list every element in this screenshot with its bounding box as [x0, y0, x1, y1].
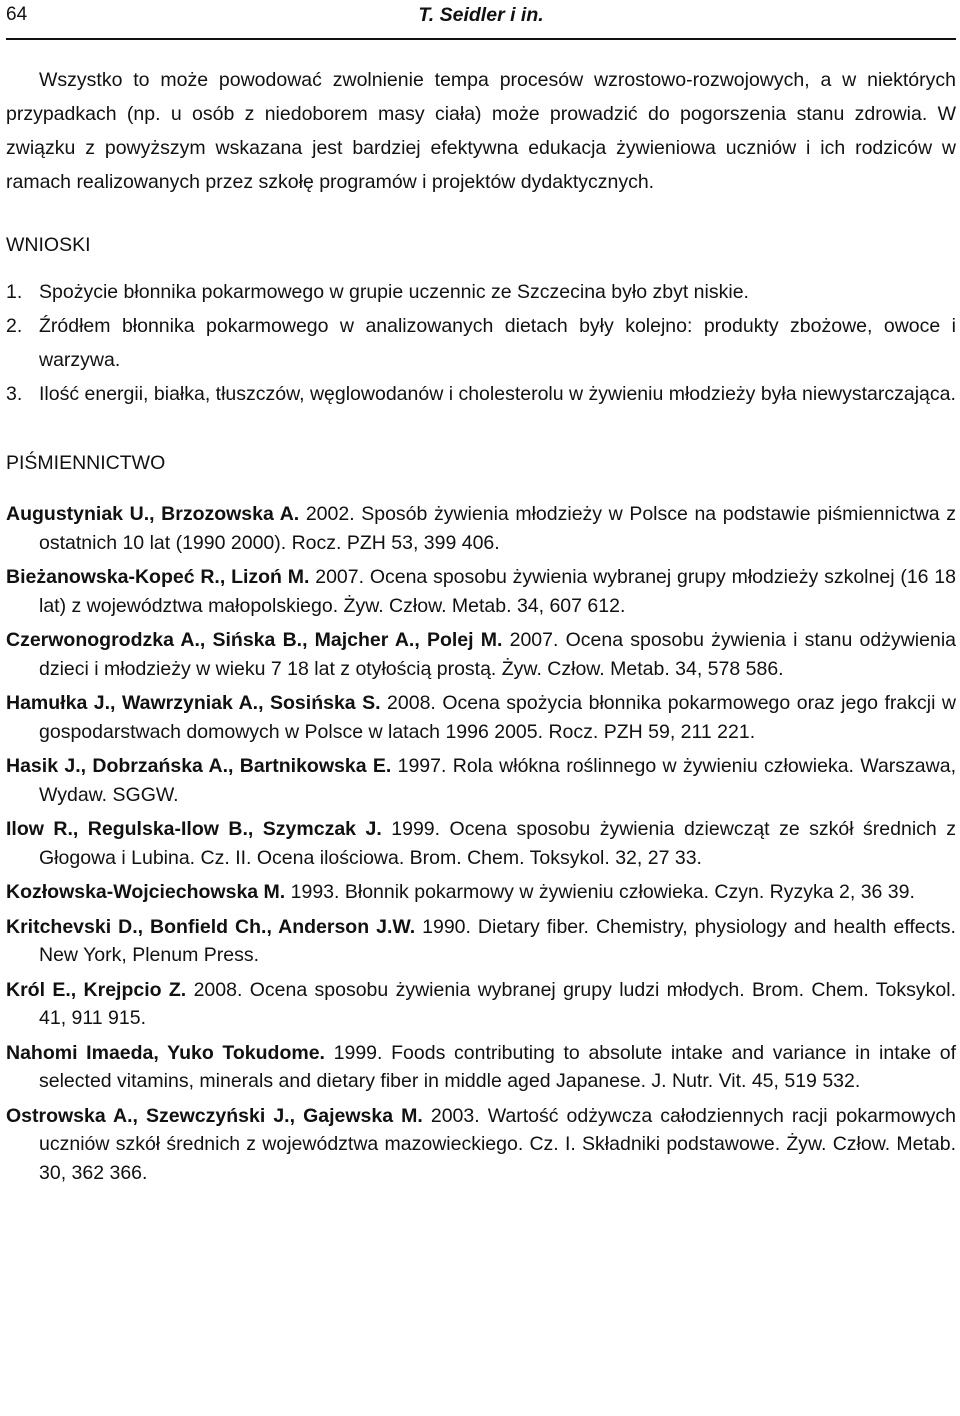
reference-item: [6, 689, 956, 746]
reference-item: [6, 500, 956, 557]
reference-authors: Bieżanowska-Kopeć R., Lizoń M.: [6, 566, 310, 588]
reference-authors: Ilow R., Regulska-Ilow B., Szymczak J.: [6, 818, 382, 840]
reference-item: [6, 1039, 956, 1096]
reference-item: [6, 563, 956, 620]
reference-authors: Król E., Krejpcio Z.: [6, 978, 187, 1001]
reference-authors: Nahomi Imaeda, Yuko Tokudome.: [6, 1041, 325, 1064]
reference-authors: Hasik J., Dobrzańska A., Bartnikowska E.: [6, 755, 392, 777]
reference-details: 2003. Wartość odżywcza całodziennych racji pokarmowych uczniów szkół średnich z województwa mazowieckiego. Cz. I. Składniki podstawowe. Żyw. Człow. Metab. 30, 362 366.: [39, 1104, 956, 1184]
reference-authors: Kritchevski D., Bonfield Ch., Anderson J.W.: [6, 915, 416, 938]
reference-authors: Hamułka J., Wawrzyniak A., Sosińska S.: [6, 692, 381, 714]
references-title: PIŚMIENNICTWO: [6, 452, 166, 474]
conclusion-item: [6, 309, 956, 377]
reference-authors: Augustyniak U., Brzozowska A.: [6, 503, 300, 525]
conclusions-title: WNIOSKI: [6, 234, 91, 256]
reference-details: 1990. Dietary fiber. Chemistry, physiology and health effects. New York, Plenum Press.: [39, 915, 956, 966]
reference-details: 1999. Ocena sposobu żywienia dziewcząt ze szkół średnich z Głogowa i Lubina. Cz. II. Ocena ilościowa. Brom. Chem. Toksykol. 32, 27 33.: [39, 818, 956, 869]
page-number: 64: [6, 4, 28, 25]
reference-item: [6, 913, 956, 970]
references-list: [6, 500, 956, 1187]
conclusion-text: Źródłem błonnika pokarmowego w analizowanych dietach były kolejno: produkty zbożowe, owoce i warzywa.: [39, 315, 956, 371]
conclusion-item: [6, 377, 956, 411]
reference-details: 1999. Foods contributing to absolute intake and variance in intake of selected vitamins, minerals and dietary fiber in middle aged Japanese. J. Nutr. Vit. 45, 519 532.: [39, 1041, 956, 1092]
reference-details: 2002. Sposób żywienia młodzieży w Polsce na podstawie piśmiennictwa z ostatnich 10 lat (1990 2000). Rocz. PZH 53, 399 406.: [39, 503, 956, 554]
conclusion-item: [6, 275, 956, 309]
conclusion-text: Spożycie błonnika pokarmowego w grupie uczennic ze Szczecina było zbyt niskie.: [39, 281, 749, 303]
reference-authors: Kozłowska-Wojciechowska M.: [6, 881, 286, 903]
page: [6, 0, 956, 1193]
conclusion-number: 1.: [6, 281, 23, 303]
reference-details: 2008. Ocena spożycia błonnika pokarmowego oraz jego frakcji w gospodarstwach domowych w Polsce w latach 1996 2005. Rocz. PZH 59, 211 221.: [39, 692, 956, 743]
reference-authors: Ostrowska A., Szewczyński J., Gajewska M.: [6, 1104, 423, 1127]
reference-details: 1993. Błonnik pokarmowy w żywieniu człowieka. Czyn. Ryzyka 2, 36 39.: [285, 881, 915, 903]
reference-item: [6, 815, 956, 872]
conclusion-number: 2.: [6, 315, 23, 337]
reference-authors: Czerwonogrodzka A., Sińska B., Majcher A., Polej M.: [6, 629, 503, 651]
reference-item: [6, 626, 956, 683]
reference-item: [6, 976, 956, 1033]
reference-details: 1997. Rola włókna roślinnego w żywieniu człowieka. Warszawa, Wydaw. SGGW.: [39, 755, 956, 806]
conclusions-list: [6, 275, 956, 411]
intro-paragraph: Wszystko to może powodować zwolnienie tempa procesów wzrostowo-rozwojowych, a w niektórych przypadkach (np. u osób z niedoborem masy ciała) może prowadzić do pogorszenia stanu zdrowia. W związku z powyższym wskazana jest bardziej efektywna edukacja żywieniowa uczniów i ich rodziców w ramach realizowanych przez szkołę programów i projektów dydaktycznych.: [6, 69, 956, 193]
page-header: [6, 0, 956, 40]
conclusion-number: 3.: [6, 383, 23, 405]
conclusion-text: Ilość energii, białka, tłuszczów, węglowodanów i cholesterolu w żywieniu młodzieży była niewystarczająca.: [39, 383, 956, 405]
reference-details: 2008. Ocena sposobu żywienia wybranej grupy ludzi młodych. Brom. Chem. Toksykol. 41, 911 915.: [39, 978, 956, 1029]
running-head: T. Seidler i in.: [418, 4, 544, 26]
reference-item: [6, 1102, 956, 1188]
reference-details: 2007. Ocena sposobu żywienia i stanu odżywienia dzieci i młodzieży w wieku 7 18 lat z otyłością prostą. Żyw. Człow. Metab. 34, 578 586.: [39, 629, 957, 680]
reference-item: [6, 878, 956, 907]
reference-details: 2007. Ocena sposobu żywienia wybranej grupy młodzieży szkolnej (16 18 lat) z województwa małopolskiego. Żyw. Człow. Metab. 34, 607 612.: [39, 566, 956, 617]
reference-item: [6, 752, 956, 809]
